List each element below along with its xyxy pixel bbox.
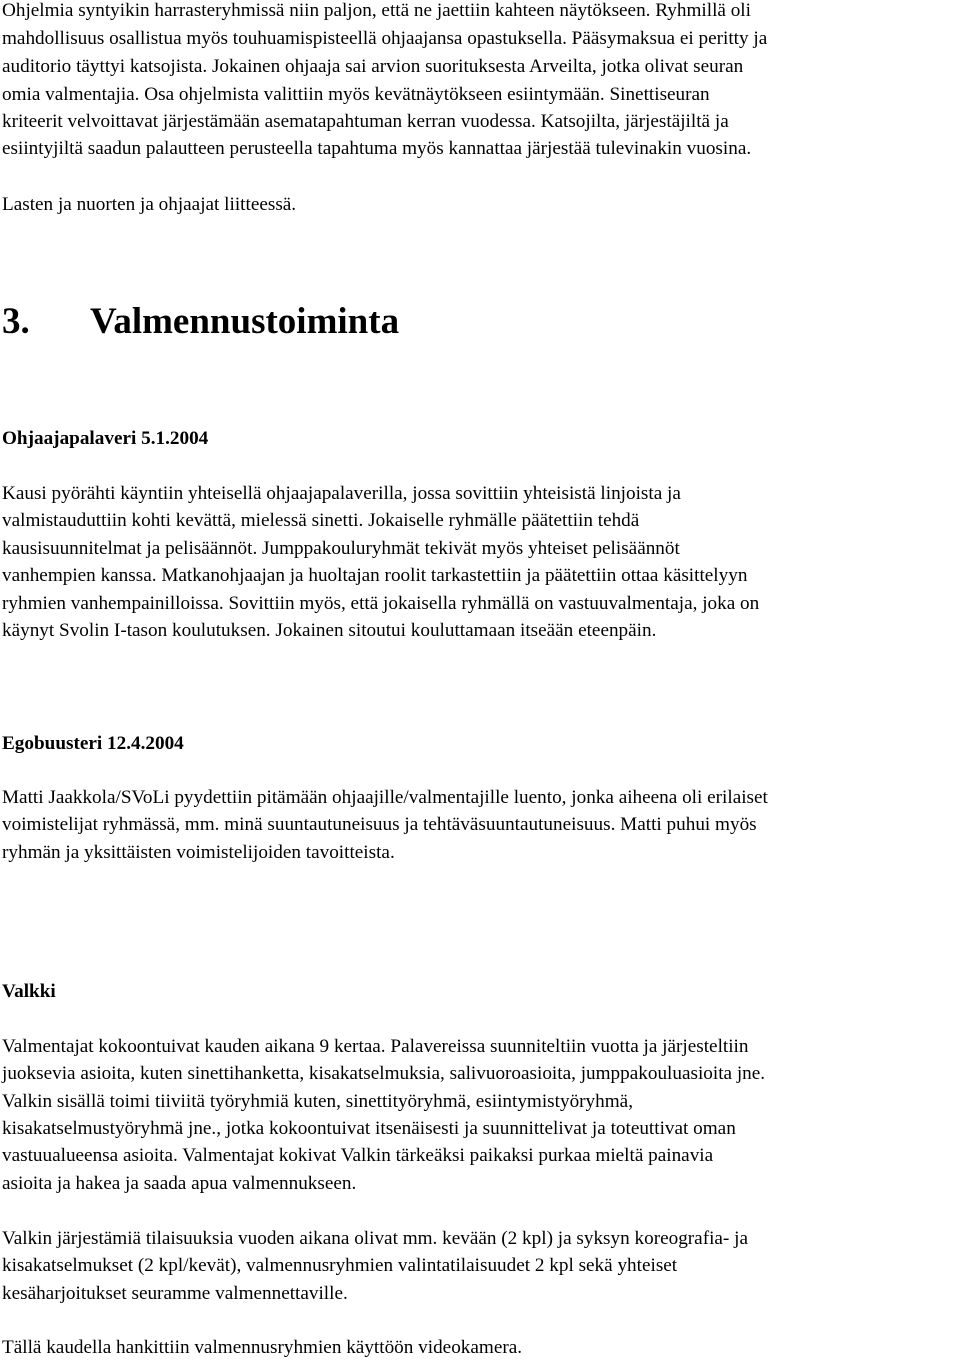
intro-line: Ohjelmia syntyikin harrasteryhmissä niin paljon, että ne jaettiin kahteen näytökseen. Ryhmillä oli [2,0,751,21]
intro-line: omia valmentajia. Osa ohjelmista valittiin myös kevätnäytökseen esiintymään. Sinettiseuran [2,84,710,105]
egobooster-heading: Egobuusteri 12.4.2004 [2,733,184,754]
valkki-line: kesäharjoitukset seuramme valmennettaville. [2,1283,348,1304]
intro-line: mahdollisuus osallistua myös touhuamispisteellä ohjaajansa opastuksella. Pääsymaksua ei peritty ja [2,28,768,49]
section-number: 3. [2,301,30,342]
valkki-line: kisakatselmukset (2 kpl/kevät), valmennusryhmien valintatilaisuudet 2 kpl sekä yhteiset [2,1255,678,1276]
valkki-heading: Valkki [2,981,56,1002]
meeting-heading: Ohjaajapalaveri 5.1.2004 [2,428,209,449]
meeting-line: ryhmien vanhempainilloissa. Sovittiin myös, että jokaisella ryhmällä on vastuuvalmentaja, joka on [2,593,760,614]
intro-line: auditorio täyttyi katsojista. Jokainen ohjaaja sai arvion suorituksesta Arveilta, jotka olivat seuran [2,56,744,77]
valkki-line: vastuualueensa asioita. Valmentajat kokivat Valkin tärkeäksi paikaksi purkaa mieltä painavia [2,1145,714,1166]
meeting-line: käynyt Svolin I-tason koulutuksen. Jokainen sitoutui kouluttamaan itseään eteenpäin. [2,620,657,641]
attachment-note: Lasten ja nuorten ja ohjaajat liitteessä. [2,194,297,215]
valkki-line: kisakatselmustyöryhmä jne., jotka kokoontuivat itsenäisesti ja suunnittelivat ja toteuttivat oman [2,1118,736,1139]
section-title: Valmennustoiminta [90,301,400,342]
valkki-line: Valkin sisällä toimi tiiviitä työryhmiä kuten, sinettityöryhmä, esiintymistyöryhmä, [2,1091,633,1112]
valkki-line: Valkin järjestämiä tilaisuuksia vuoden aikana olivat mm. kevään (2 kpl) ja syksyn koreografia- ja [2,1228,748,1249]
meeting-line: Kausi pyörähti käyntiin yhteisellä ohjaajapalaverilla, jossa sovittiin yhteisistä linjoista ja [2,483,681,504]
meeting-line: vanhempien kanssa. Matkanohjaajan ja huoltajan roolit tarkastettiin ja päätettiin ottaa käsittelyyn [2,565,748,586]
meeting-line: valmistauduttiin kohti kevättä, mielessä sinetti. Jokaiselle ryhmälle päätettiin tehdä [2,510,640,531]
valkki-line: juoksevia asioita, kuten sinettihanketta, kisakatselmuksia, salivuoroasioita, jumppakouluasioita jne. [2,1063,766,1084]
section-heading [2,300,399,344]
intro-line: esiintyjiltä saadun palautteen perusteella tapahtuma myös kannattaa järjestää tulevinakin vuosina. [2,138,752,159]
valkki-line: Valmentajat kokoontuivat kauden aikana 9 kertaa. Palavereissa suunniteltiin vuotta ja järjesteltiin [2,1036,749,1057]
camera-note: Tällä kaudella hankittiin valmennusryhmien käyttöön videokamera. [2,1337,523,1358]
valkki-line: asioita ja hakea ja saada apua valmennukseen. [2,1173,357,1194]
intro-line: kriteerit velvoittavat järjestämään asematapahtuman kerran vuodessa. Katsojilta, järjestäjiltä ja [2,111,729,132]
egobooster-line: voimistelijat ryhmässä, mm. minä suuntautuneisuus ja tehtäväsuuntautuneisuus. Matti puhui myös [2,814,757,835]
meeting-line: kausisuunnitelmat ja pelisäännöt. Jumppakouluryhmät tekivät myös yhteiset pelisäännöt [2,538,680,559]
egobooster-line: Matti Jaakkola/SVoLi pyydettiin pitämään ohjaajille/valmentajille luento, jonka aiheena oli erilaiset [2,787,768,808]
egobooster-line: ryhmän ja yksittäisten voimistelijoiden tavoitteista. [2,842,395,863]
